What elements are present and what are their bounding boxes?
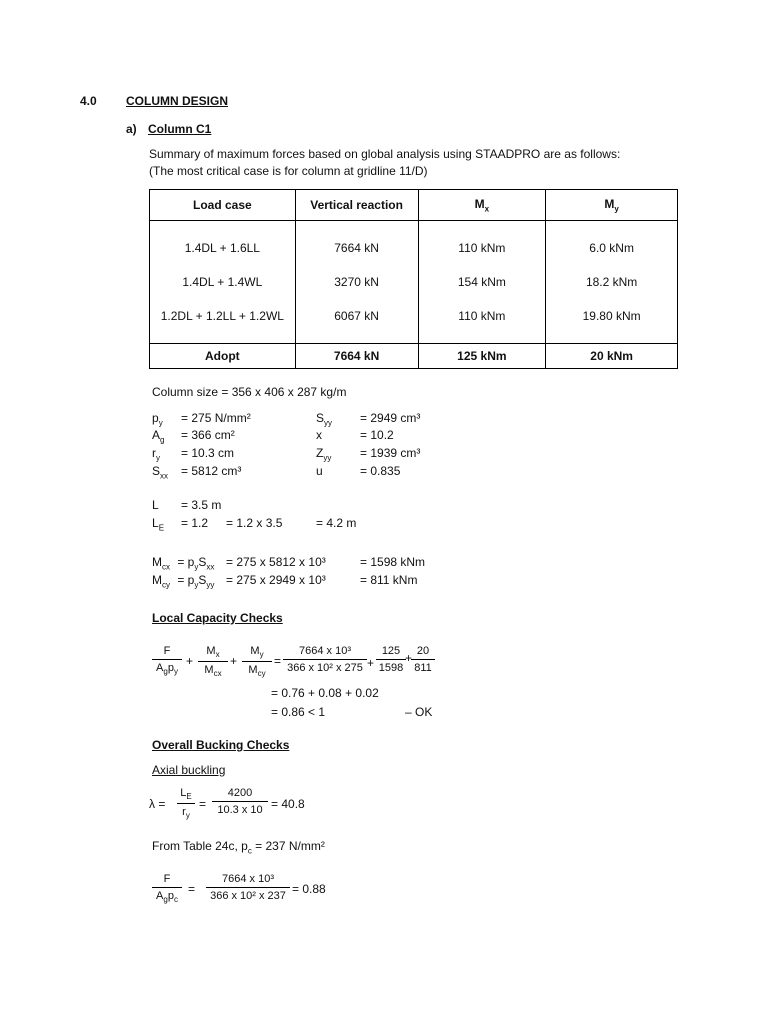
lambda-le-ry-frac: $\frac{L_E}{r_y}$ xyxy=(177,787,195,820)
lambda-value-frac: $\frac{4200}{10.3 x 10}$ xyxy=(212,787,268,816)
local-value-frac-1: $\frac{\text{7664 x 10³}}{\text{366 x 10² x 275}}$ xyxy=(283,645,367,674)
local-mx-frac: $M_x$ $M_{cx}$ xyxy=(198,645,228,678)
overall-heading: Overall Bucking Checks xyxy=(152,738,290,752)
intro-line-2: (The most critical case is for column at gridline 11/D) xyxy=(149,164,428,178)
table-header-row xyxy=(150,190,678,221)
lambda-label: λ = xyxy=(149,797,166,811)
mcy-calc: = 275 x 2949 x 10³ xyxy=(226,573,326,587)
prop-x-val: = 10.2 xyxy=(360,428,394,442)
header-load-case: Load case xyxy=(150,190,296,221)
local-plus-4: + xyxy=(405,651,413,665)
local-f-frac: F $A_gp_y$ xyxy=(152,645,182,676)
prop-ag-val: = 366 cm² xyxy=(181,428,235,442)
local-line-2: = 0.76 + 0.08 + 0.02 xyxy=(271,686,379,700)
local-plus-2: + xyxy=(230,654,238,668)
prop-sxx-val: = 5812 cm³ xyxy=(181,464,242,478)
lambda-equals: = xyxy=(199,797,207,811)
axial-f-frac: F $A_gp_c$ xyxy=(152,873,182,904)
local-my-frac: $M_y$ $M_{cy}$ xyxy=(242,645,272,678)
prop-u-val: = 0.835 xyxy=(360,464,401,478)
prop-syy: $S_{yy}$ xyxy=(316,411,333,428)
length-l-val: = 3.5 m xyxy=(181,498,222,512)
axial-calc-frac: $\frac{\text{7664 x 10³}}{\text{366 x 10² x 237}}$ xyxy=(206,873,290,902)
header-my: $M_y$ xyxy=(546,190,678,221)
prop-ag: $A_g$ xyxy=(152,428,165,445)
lambda-result: = 40.8 xyxy=(271,797,305,811)
subsection-title: Column C1 xyxy=(148,122,212,136)
local-value-frac-3: $\frac{20}{811}$ xyxy=(411,645,435,674)
my-cell: 6.0 kNm 18.2 kNm 19.80 kNm xyxy=(546,221,678,344)
adopt-mx: 125 kNm xyxy=(418,344,546,369)
prop-u: u xyxy=(316,464,323,478)
prop-ry-val: = 10.3 cm xyxy=(181,446,235,460)
mcx-result: = 1598 kNm xyxy=(360,555,426,569)
length-le: $L_E$ xyxy=(152,516,165,533)
table-body-row xyxy=(150,221,678,344)
forces-table xyxy=(149,189,678,369)
axial-equals: = xyxy=(188,882,196,896)
prop-syy-val: = 2949 cm³ xyxy=(360,411,421,425)
local-ok: – OK xyxy=(405,705,433,719)
local-equals: = xyxy=(274,654,282,668)
column-size: Column size = 356 x 406 x 287 kg/m xyxy=(152,385,347,399)
local-line-3: = 0.86 < 1 xyxy=(271,705,326,719)
header-vertical-reaction: Vertical reaction xyxy=(295,190,418,221)
prop-py: $p_y$ xyxy=(152,411,163,428)
mx-cell: 110 kNm 154 kNm 110 kNm xyxy=(418,221,546,344)
section-title: COLUMN DESIGN xyxy=(126,94,228,108)
prop-zyy: $Z_{yy}$ xyxy=(316,446,332,463)
mcx-calc: = 275 x 5812 x 10³ xyxy=(226,555,326,569)
subsection-label: a) xyxy=(126,122,137,136)
vertical-reaction-cell: 7664 kN 3270 kN 6067 kN xyxy=(295,221,418,344)
mcy-result: = 811 kNm xyxy=(360,573,418,587)
axial-buckling-heading: Axial buckling xyxy=(152,763,226,777)
prop-ry: $r_y$ xyxy=(152,446,160,463)
header-mx: $M_x$ xyxy=(418,190,546,221)
intro-line-1: Summary of maximum forces based on global analysis using STAADPRO are as follows: xyxy=(149,147,621,161)
table-24c-ref: From Table 24c, $p_c = 237$ N/mm² xyxy=(152,839,325,856)
adopt-label: Adopt xyxy=(150,344,296,369)
adopt-my: 20 kNm xyxy=(546,344,678,369)
adopt-row xyxy=(150,344,678,369)
length-le-calc: = 1.2 x 3.5 xyxy=(226,516,283,530)
prop-sxx: $S_{xx}$ xyxy=(152,464,169,481)
local-value-frac-2: $\frac{125}{1598}$ xyxy=(376,645,406,674)
prop-x: x xyxy=(316,428,322,442)
length-le-result: = 4.2 m xyxy=(316,516,357,530)
load-case-cell: 1.4DL + 1.6LL 1.4DL + 1.4WL 1.2DL + 1.2LL + 1.2WL xyxy=(150,221,296,344)
prop-py-val: = 275 N/mm² xyxy=(181,411,251,425)
mcx-lhs: $M_{cx} = p_yS_{xx}$ xyxy=(152,555,215,572)
local-plus-3: + xyxy=(367,656,375,670)
adopt-reaction: 7664 kN xyxy=(295,344,418,369)
local-plus-1: + xyxy=(186,654,194,668)
section-number: 4.0 xyxy=(80,94,97,108)
local-heading: Local Capacity Checks xyxy=(152,611,283,625)
axial-result: = 0.88 xyxy=(292,882,326,896)
length-le-factor: = 1.2 xyxy=(181,516,209,530)
length-l: L xyxy=(152,498,159,512)
prop-zyy-val: = 1939 cm³ xyxy=(360,446,421,460)
mcy-lhs: $M_{cy} = p_yS_{yy}$ xyxy=(152,573,215,590)
